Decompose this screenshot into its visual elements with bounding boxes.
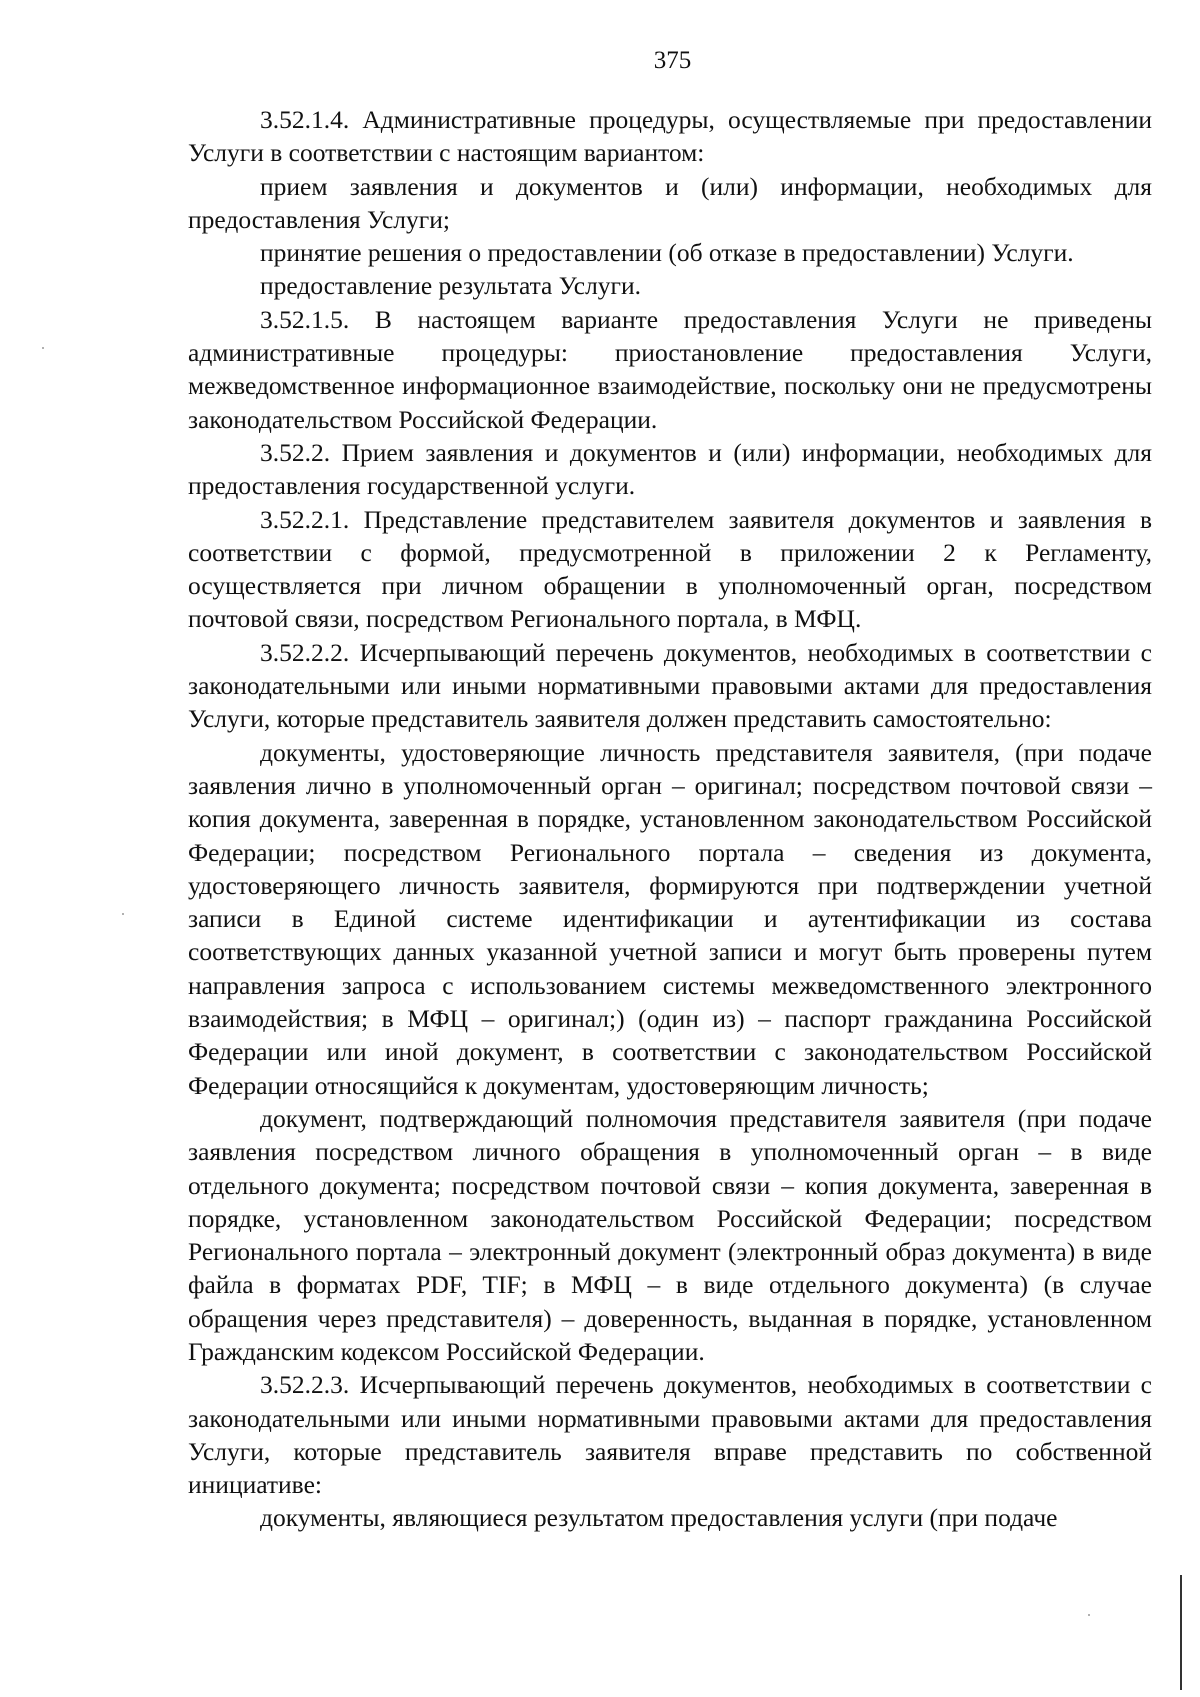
page-number: 375 bbox=[653, 47, 692, 74]
paragraph-3-52-2-1: 3.52.2.1. Представление представителем заявителя документов и заявления в соответствии с формой, предусмотренной в приложении 2 к Регламенту, осуществляется при личном обращении в уполномоченный орган, посредством почтовой связи, посредством Регионального портала, в МФЦ. bbox=[188, 504, 1152, 634]
list-item-receipt: прием заявления и документов и (или) информации, необходимых для предоставления Услуги; bbox=[188, 171, 1152, 234]
paragraph-3-52-2-3: 3.52.2.3. Исчерпывающий перечень документов, необходимых в соответствии с законодательными или иными нормативными правовыми актами для предоставления Услуги, которые представитель заявителя вправе представить по собственной инициативе: bbox=[188, 1370, 1152, 1500]
list-item-result: предоставление результата Услуги. bbox=[260, 271, 642, 301]
scan-margin-mark bbox=[1180, 1575, 1182, 1690]
paragraph-3-52-1-4: 3.52.1.4. Административные процедуры, осуществляемые при предоставлении Услуги в соответствии с настоящим вариантом: bbox=[188, 105, 1152, 168]
list-item-decision: принятие решения о предоставлении (об отказе в предоставлении) Услуги. bbox=[260, 238, 1074, 268]
list-item-authority-document: документ, подтверждающий полномочия представителя заявителя (при подаче заявления посредством личного обращения в уполномоченный орган – в виде отдельного документа; посредством почтовой связи – копия документа, заверенная в порядке, установленном законодательством Российской Федерации; посредством Регионального портала – электронный документ (электронный образ документа) в виде файла в форматах PDF, TIF; в МФЦ – в виде отдельного документа) (в случае обращения через представителя) – доверенность, выданная в порядке, установленном Гражданским кодексом Российской Федерации. bbox=[188, 1103, 1152, 1366]
scan-speck bbox=[42, 347, 44, 349]
paragraph-3-52-2-2: 3.52.2.2. Исчерпывающий перечень документов, необходимых в соответствии с законодательными или иными нормативными правовыми актами для предоставления Услуги, которые представитель заявителя должен представить самостоятельно: bbox=[188, 637, 1152, 734]
paragraph-3-52-1-5: 3.52.1.5. В настоящем варианте предоставления Услуги не приведены административные процедуры: приостановление предоставления Услуги, межведомственное информационное взаимодействие, поскольку они не предусмотрены законодательством Российской Федерации. bbox=[188, 304, 1152, 434]
scan-speck bbox=[1088, 1614, 1090, 1616]
paragraph-3-52-2: 3.52.2. Прием заявления и документов и (или) информации, необходимых для предоставления государственной услуги. bbox=[188, 437, 1152, 501]
scan-speck bbox=[122, 913, 124, 915]
list-item-identity-documents: документы, удостоверяющие личность представителя заявителя, (при подаче заявления лично в уполномоченный орган – оригинал; посредством почтовой связи – копия документа, заверенная в порядке, установленном законодательством Российской Федерации; посредством Регионального портала – сведения из документа, удостоверяющего личность заявителя, формируются при подтверждении учетной записи в Единой системе идентификации и аутентификации из состава соответствующих данных указанной учетной записи и могут быть проверены путем направления запроса с использованием системы межведомственного электронного взаимодействия; в МФЦ – оригинал;) (один из) – паспорт гражданина Российской Федерации или иной документ, в соответствии с законодательством Российской Федерации относящийся к документам, удостоверяющим личность; bbox=[188, 737, 1152, 1100]
list-item-service-results: документы, являющиеся результатом предоставления услуги (при подаче bbox=[260, 1503, 1058, 1533]
document-body bbox=[188, 103, 1152, 1535]
